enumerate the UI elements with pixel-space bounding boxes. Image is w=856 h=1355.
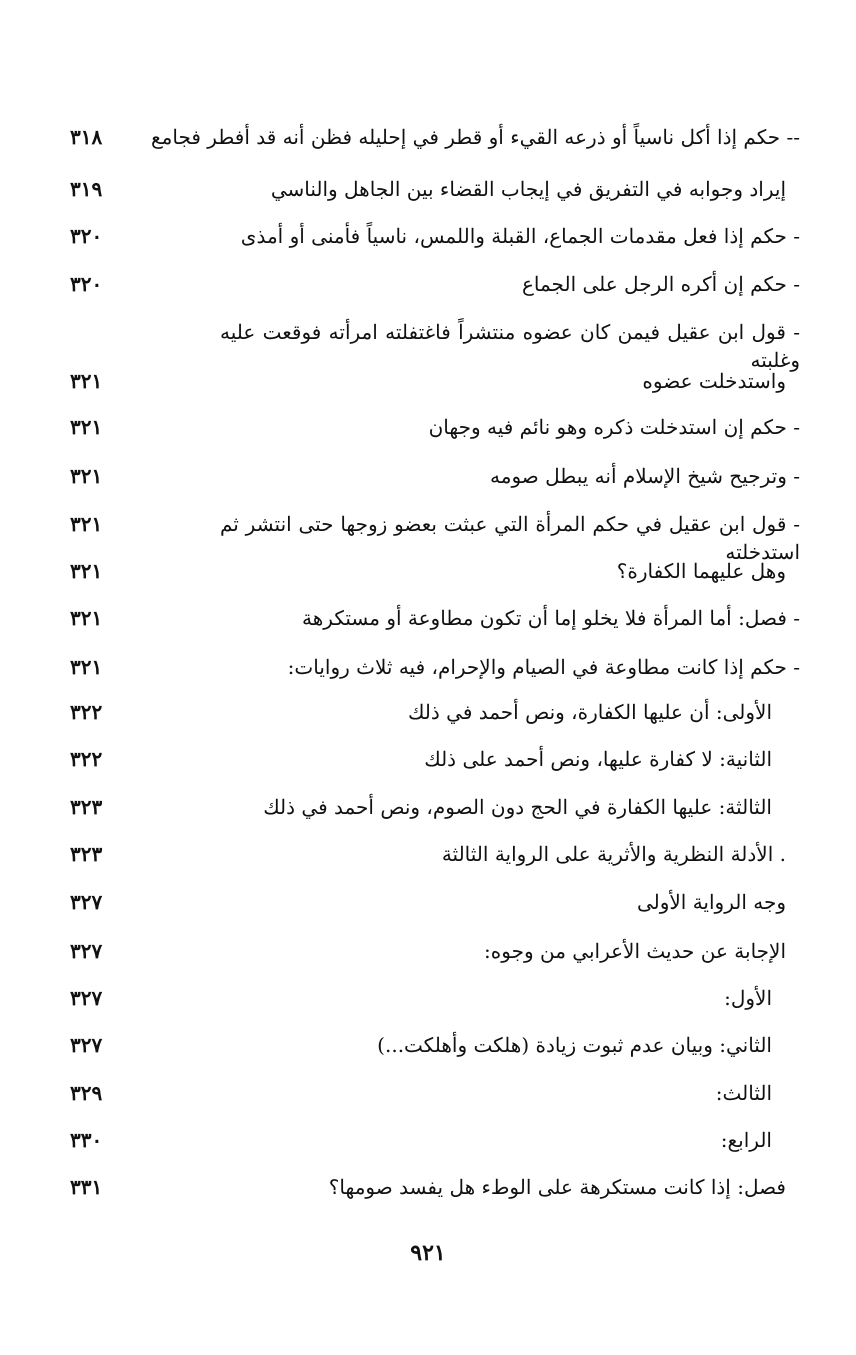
toc-entry bbox=[70, 745, 800, 785]
toc-entry-page: ٣٢١ bbox=[70, 512, 103, 536]
toc-entry bbox=[70, 270, 800, 310]
toc-entry-text: الثالثة: عليها الكفارة في الحج دون الصوم، ونص أحمد في ذلك bbox=[263, 795, 772, 819]
toc-entry-page: ٣٢١ bbox=[70, 415, 103, 439]
toc-entry bbox=[70, 984, 800, 1024]
toc-entry-text: واستدخلت عضوه bbox=[642, 369, 786, 393]
toc-entry-text: - حكم إذا كانت مطاوعة في الصيام والإحرام، فيه ثلاث روايات: bbox=[287, 655, 800, 679]
toc-entry-page: ٣٣١ bbox=[70, 1175, 103, 1199]
toc-entry bbox=[70, 1079, 800, 1119]
toc-entry-text: فصل: إذا كانت مستكرهة على الوطء هل يفسد صومها؟ bbox=[328, 1175, 786, 1199]
toc-entry-page: ٣٢١ bbox=[70, 369, 103, 393]
toc-entry bbox=[70, 367, 800, 407]
toc-entry bbox=[70, 1031, 800, 1071]
toc-entry-text: الثانية: لا كفارة عليها، ونص أحمد على ذلك bbox=[424, 747, 772, 771]
toc-entry bbox=[70, 123, 800, 163]
toc-entry-page: ٣٢٧ bbox=[70, 1033, 103, 1057]
toc-entry-page: ٣٢٧ bbox=[70, 986, 103, 1010]
toc-entry-text: - حكم إن أكره الرجل على الجماع bbox=[521, 272, 800, 296]
toc-entry bbox=[70, 1126, 800, 1166]
toc-entry-page: ٣٢٧ bbox=[70, 939, 103, 963]
toc-entry-text: الرابع: bbox=[720, 1128, 772, 1152]
toc-entry-page: ٣٢١ bbox=[70, 606, 103, 630]
toc-entry bbox=[70, 318, 800, 372]
toc-entry-text: - وترجيح شيخ الإسلام أنه يبطل صومه bbox=[490, 464, 800, 488]
toc-entry bbox=[70, 698, 800, 738]
toc-entry-text: الثالث: bbox=[715, 1081, 772, 1105]
toc-entry-page: ٣٢٢ bbox=[70, 747, 103, 771]
toc-entry-page: ٣٢١ bbox=[70, 464, 103, 488]
toc-entry-text: - حكم إذا فعل مقدمات الجماع، القبلة واللمس، ناسياً فأمنى أو أمذى bbox=[240, 224, 800, 248]
toc-entry bbox=[70, 793, 800, 833]
toc-entry-page: ٣٢٠ bbox=[70, 224, 103, 248]
toc-entry bbox=[70, 462, 800, 502]
toc-entry-text: وجه الرواية الأولى bbox=[636, 890, 786, 914]
toc-entry-text: الأول: bbox=[724, 986, 772, 1010]
toc-entry-page: ٣٢٣ bbox=[70, 842, 103, 866]
toc-entry-page: ٣٣٠ bbox=[70, 1128, 103, 1152]
toc-entry-text: - حكم إن استدخلت ذكره وهو نائم فيه وجهان bbox=[428, 415, 800, 439]
toc-entry-text: - فصل: أما المرأة فلا يخلو إما أن تكون مطاوعة أو مستكرهة bbox=[302, 606, 800, 630]
toc-entry-text: -- حكم إذا أكل ناسياً أو ذرعه القيء أو قطر في إحليله فظن أنه قد أفطر فجامع bbox=[151, 125, 800, 149]
page-number-footer: ٩٢١ bbox=[410, 1240, 446, 1266]
toc-entry-page: ٣٢٧ bbox=[70, 890, 103, 914]
toc-entry bbox=[70, 222, 800, 262]
toc-entry-text: الثاني: وبيان عدم ثبوت زيادة (هلكت وأهلكت...) bbox=[377, 1033, 772, 1057]
toc-entry bbox=[70, 510, 800, 564]
toc-entry-text: إيراد وجوابه في التفريق في إيجاب القضاء بين الجاهل والناسي bbox=[270, 177, 786, 201]
toc-entry bbox=[70, 653, 800, 693]
toc-entry-text: - قول ابن عقيل في حكم المرأة التي عبثت بعضو زوجها حتى انتشر ثم استدخلته bbox=[220, 512, 800, 564]
toc-entry bbox=[70, 888, 800, 928]
toc-entry-text: وهل عليهما الكفارة؟ bbox=[616, 559, 786, 583]
toc-entry-page: ٣٢١ bbox=[70, 559, 103, 583]
toc-entry-page: ٣٢٠ bbox=[70, 272, 103, 296]
toc-entry-text: الإجابة عن حديث الأعرابي من وجوه: bbox=[484, 939, 786, 963]
toc-entry-page: ٣١٩ bbox=[70, 177, 103, 201]
toc-entry-text: - قول ابن عقيل فيمن كان عضوه منتشراً فاغتفلته امرأته فوقعت عليه وغلبته bbox=[220, 320, 800, 372]
toc-entry-page: ٣٢٣ bbox=[70, 795, 103, 819]
toc-entry bbox=[70, 1173, 800, 1213]
toc-entry-page: ٣٢٩ bbox=[70, 1081, 103, 1105]
toc-entry bbox=[70, 557, 800, 597]
toc-entry bbox=[70, 604, 800, 644]
toc-entry-text: . الأدلة النظرية والأثرية على الرواية الثالثة bbox=[441, 842, 786, 866]
toc-entry-page: ٣٢٢ bbox=[70, 700, 103, 724]
toc-entry bbox=[70, 413, 800, 453]
toc-entry-text: الأولى: أن عليها الكفارة، ونص أحمد في ذلك bbox=[407, 700, 772, 724]
toc-entry bbox=[70, 840, 800, 880]
toc-entry bbox=[70, 175, 800, 215]
toc-entry-page: ٣٢١ bbox=[70, 655, 103, 679]
toc-entry-page: ٣١٨ bbox=[70, 125, 103, 149]
toc-entry bbox=[70, 937, 800, 977]
